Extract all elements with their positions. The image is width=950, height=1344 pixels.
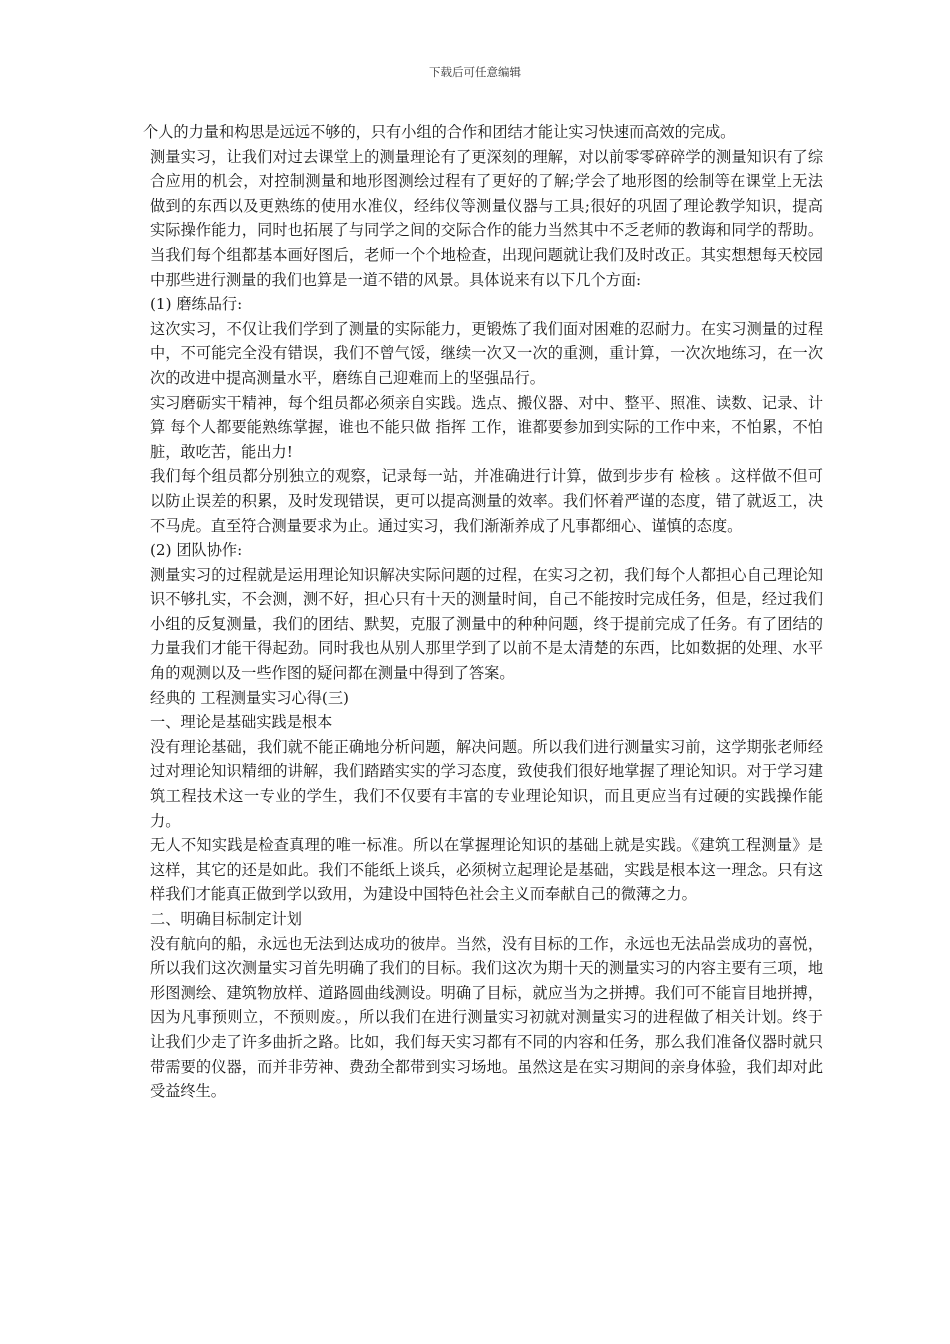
paragraph: 测量实习的过程就是运用理论知识解决实际问题的过程，在实习之初，我们每个人都担心自己理论知识不够扎实，不会测，测不好，担心只有十天的测量时间，自己不能按时完成任务，但是，经过我们小组的反复测量，我们的团结、默契，克服了测量中的种种问题，终于提前完成了任务。有了团结的力量我们才能干得起劲。同时我也从别人那里学到了以前不是太清楚的东西，比如数据的处理、水平角的观测以及一些作图的疑问都在测量中得到了答案。 xyxy=(150,565,823,683)
paragraph: (2) 团队协作: xyxy=(150,541,243,560)
page-header: 下载后可任意编辑 xyxy=(429,65,521,79)
paragraph: 我们每个组员都分别独立的观察，记录每一站，并准确进行计算，做到步步有 检核 。这样做不但可以防止误差的积累，及时发现错误，更可以提高测量的效率。我们怀着严谨的态度，错了就返工，决不马虎。直至符合测量要求为止。通过实习，我们渐渐养成了凡事都细心、谨慎的态度。 xyxy=(150,467,823,535)
paragraph: 没有理论基础，我们就不能正确地分析问题，解决问题。所以我们进行测量实习前，这学期张老师经过对理论知识精细的讲解，我们踏踏实实的学习态度，致使我们很好地掌握了理论知识。对于学习建筑工程技术这一专业的学生，我们不仅要有丰富的专业理论知识，而且更应当有过硬的实践操作能力。 xyxy=(150,737,823,830)
paragraph: (1) 磨练品行: xyxy=(150,295,243,314)
paragraph: 无人不知实践是检查真理的唯一标准。所以在掌握理论知识的基础上就是实践。《建筑工程测量》是这样，其它的还是如此。我们不能纸上谈兵，必须树立起理论是基础，实践是根本这一理念。只有这样我们才能真正做到学以致用，为建设中国特色社会主义而奉献自己的微薄之力。 xyxy=(150,836,823,904)
paragraph: 没有航向的船，永远也无法到达成功的彼岸。当然，没有目标的工作，永远也无法品尝成功的喜悦，所以我们这次测量实习首先明确了我们的目标。我们这次为期十天的测量实习的内容主要有三项，地形图测绘、建筑物放样、道路圆曲线测设。明确了目标，就应当为之拼搏。我们可不能盲目地拼搏，因为凡事预则立，不预则废。，所以我们在进行测量实习初就对测量实习的进程做了相关计划。终于让我们少走了许多曲折之路。比如，我们每天实习都有不同的内容和任务，那么我们准备仪器时就只带需要的仪器，而并非劳神、费劲全都带到实习场地。虽然这是在实习期间的亲身体验，我们却对此受益终生。 xyxy=(150,934,823,1101)
paragraph: 这次实习，不仅让我们学到了测量的实际能力，更锻炼了我们面对困难的忍耐力。在实习测量的过程中，不可能完全没有错误，我们不曾气馁，继续一次又一次的重测，重计算，一次次地练习，在一次次的改进中提高测量水平，磨练自己迎难而上的坚强品行。 xyxy=(150,319,823,387)
paragraph: 实习磨砺实干精神，每个组员都必须亲自实践。选点、搬仪器、对中、整平、照准、读数、记录、计算 每个人都要能熟练掌握，谁也不能只做 指挥 工作，谁都要参加到实际的工作中来，不怕累，不怕脏，敢吃苦，能出力! xyxy=(150,393,823,461)
paragraph: 经典的 工程测量实习心得(三) xyxy=(150,688,349,707)
paragraph: 二、明确目标制定计划 xyxy=(150,910,302,928)
paragraph: 一、理论是基础实践是根本 xyxy=(150,713,333,732)
document-body xyxy=(143,120,823,1104)
paragraph: 个人的力量和构思是远远不够的，只有小组的合作和团结才能让实习快速而高效的完成。 xyxy=(143,123,736,141)
paragraph: 测量实习，让我们对过去课堂上的测量理论有了更深刻的理解，对以前零零碎碎学的测量知识有了综合应用的机会，对控制测量和地形图测绘过程有了更好的了解;学会了地形图的绘制等在课堂上无法做到的东西以及更熟练的使用水准仪，经纬仪等测量仪器与工具;很好的巩固了理论教学知识，提高实际操作能力，同时也拓展了与同学之间的交际合作的能力当然其中不乏老师的教诲和同学的帮助。当我们每个组都基本画好图后，老师一个个地检查，出现问题就让我们及时改正。其实想想每天校园中那些进行测量的我们也算是一道不错的风景。具体说来有以下几个方面: xyxy=(150,147,823,289)
